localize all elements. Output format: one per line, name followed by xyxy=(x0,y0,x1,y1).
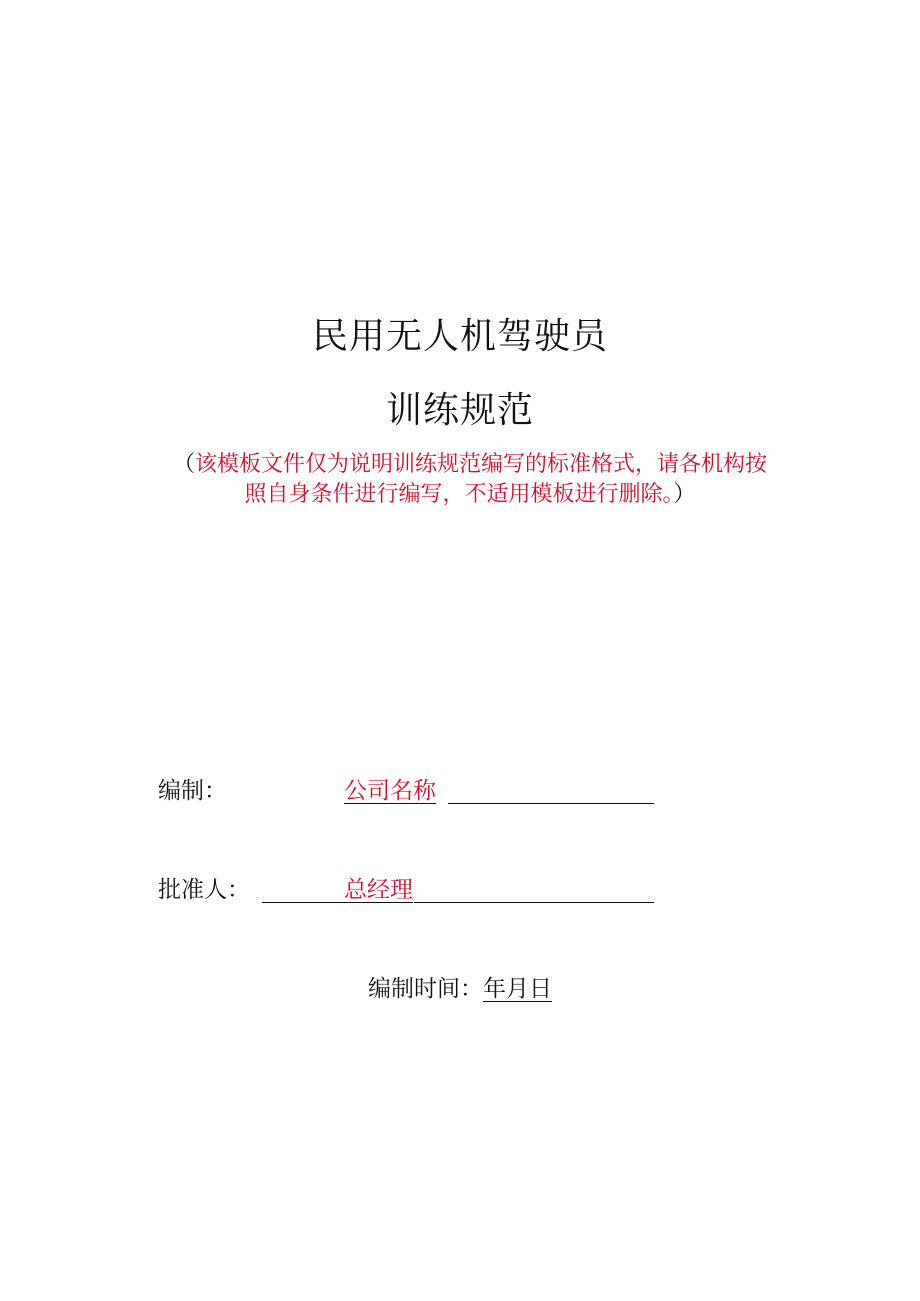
note-text-line2: 照自身条件进行编写，不适用模板进行删除。 xyxy=(244,482,674,507)
document-subtitle: 训练规范 xyxy=(385,390,534,431)
note-close-paren: ） xyxy=(673,482,696,507)
compiler-row xyxy=(0,776,920,816)
compiler-label: 编制： xyxy=(158,778,227,804)
compiler-value[interactable]: 公司名称 xyxy=(344,778,436,804)
document-title: 民用无人机驾驶员 xyxy=(311,316,608,357)
approver-value[interactable]: 总经理 xyxy=(344,877,413,903)
date-value[interactable]: 年月日 xyxy=(483,976,552,1002)
compiler-underline xyxy=(448,803,654,804)
approver-underline-left xyxy=(262,902,344,903)
date-row xyxy=(0,974,920,1004)
template-note xyxy=(150,450,790,510)
date-label: 编制时间： xyxy=(368,976,483,1002)
approver-label: 批准人： xyxy=(158,877,250,903)
note-text-line1: 该模板文件仅为说明训练规范编写的标准格式，请各机构按 xyxy=(195,452,768,477)
approver-row xyxy=(0,875,920,915)
approver-underline-right xyxy=(414,902,654,903)
note-open-paren: （ xyxy=(172,452,195,477)
